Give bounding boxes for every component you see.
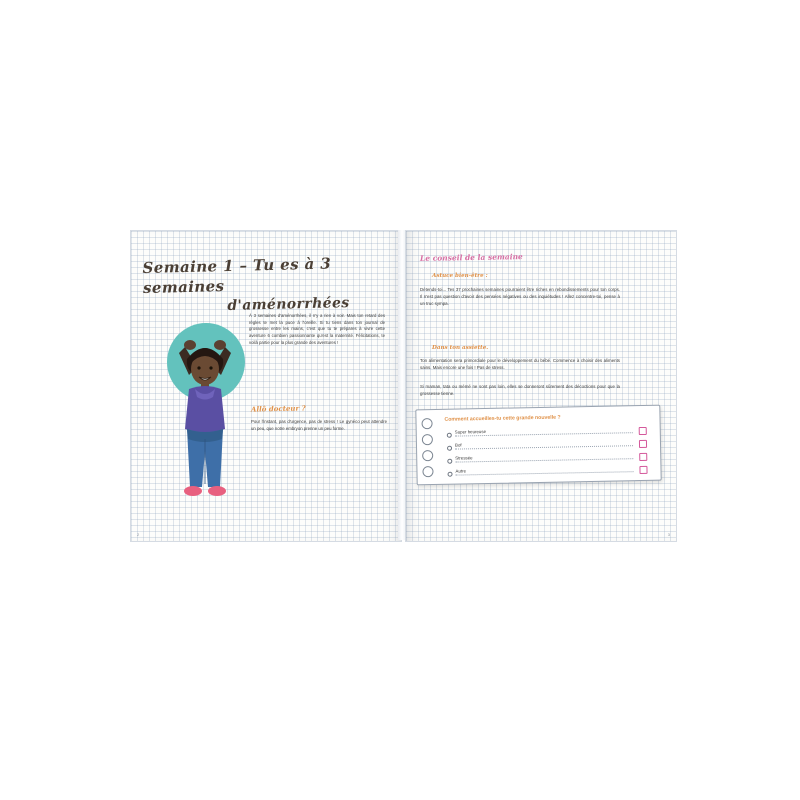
subheading-dans-ton-assiette: Dans ton assiette. [432, 345, 489, 351]
questionnaire-option-row[interactable] [447, 465, 647, 479]
speech-bubble-text: À 3 semaines d'aménorrhées, il n'y a rien à voir. Mais ton retard des règles te met la puce à l'oreille. Si tu tiens dans ton journal de grossesse entre les mains, c'est que tu te prépares à vivre cette aventure 6 combien passionnante qu'est la maternité. Félicitations, te voilà partie pour la plus grande des aventures ! [249, 313, 385, 345]
spiral-rings [421, 418, 436, 476]
radio-bullet-icon[interactable] [447, 432, 452, 437]
dotted-writing-line [455, 445, 633, 449]
ring-icon [422, 450, 433, 461]
questionnaire-option-row[interactable] [447, 426, 647, 440]
paragraph-astuce: Détends-toi... Tes 37 prochaines semaines pourraient être riches en rebondissements pour ton corps. Il n'est pas question d'avoir des pensées négatives ou des inquiétudes ! Allez concentre-toi, pense à un truc sympa. [420, 287, 620, 307]
section-title-conseil: Le conseil de la semaine [419, 252, 523, 263]
checkbox-icon[interactable] [639, 439, 647, 447]
page-title-line-1: Semaine 1 – Tu es à 3 semaines [142, 254, 332, 298]
subheading-astuce-bien-etre: Astuce bien-être : [432, 273, 488, 279]
book-page-left [130, 230, 402, 542]
illustration-pregnant-woman [145, 289, 265, 509]
page-number-left: 2 [137, 532, 140, 537]
book-spread [130, 230, 675, 540]
ring-icon [421, 418, 432, 429]
option-label: Stressée [455, 455, 473, 461]
option-label: Bof [454, 442, 462, 448]
body-paragraph: Pour l'instant, pas d'urgence, pas de stress ! Le gynéco peut attendre un peu, que notre embryon prenne un peu forme. [251, 419, 387, 431]
questionnaire-option-row[interactable] [447, 439, 647, 453]
questionnaire-title: Comment accueilles-tu cette grande nouvelle ? [444, 414, 561, 423]
dotted-writing-line [456, 471, 634, 475]
option-label: Autre [455, 468, 467, 474]
book-page-right [405, 230, 677, 542]
radio-bullet-icon[interactable] [447, 458, 452, 463]
dotted-writing-line [455, 458, 633, 462]
page-number-right: 3 [667, 532, 670, 537]
paragraph-alimentation: Ton alimentation sera primordiale pour le développement du bébé. Commence à choisir des aliments sains. Mais encore une fois ! Pas de stress. [420, 358, 620, 371]
ring-icon [422, 434, 433, 445]
section-heading-allo-docteur: Allô docteur ? [250, 403, 306, 414]
option-label: Super heureuse [454, 429, 487, 435]
radio-bullet-icon[interactable] [447, 471, 452, 476]
radio-bullet-icon[interactable] [447, 445, 452, 450]
questionnaire-card [415, 405, 661, 486]
checkbox-icon[interactable] [639, 426, 647, 434]
checkbox-icon[interactable] [639, 452, 647, 460]
questionnaire-option-row[interactable] [447, 452, 647, 466]
page-title-line-2: d'aménorrhées [227, 294, 350, 314]
ring-icon [422, 466, 433, 477]
checkbox-icon[interactable] [639, 465, 647, 473]
paragraph-decoctions: Si maman, tata ou mémé ne sont pas loin, elles se donneront sûrement des décoctions pour que la grossesse tienne. [420, 384, 620, 397]
